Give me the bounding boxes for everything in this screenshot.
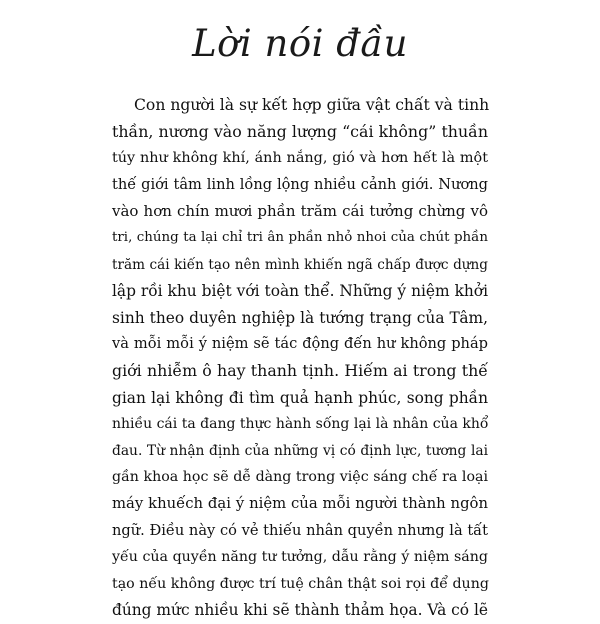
text-line: tạo nếu không được trí tuệ chân thật soi rọi để dụng [112,575,489,592]
text-line: giới nhiễm ô hay thanh tịnh. Hiếm ai trong thế [112,360,488,380]
text-line: trăm cái kiến tạo nên mình khiến ngã chấp được dựng [112,256,488,273]
text-line: sinh theo duyên nghiệp là tướng trạng của Tâm, [112,308,488,327]
text-line: lập rồi khu biệt với toàn thể. Những ý niệm khởi [112,282,488,301]
page-title: Lời nói đầu [192,22,408,65]
text-line: thế giới tâm linh lồng lộng nhiều cảnh giới. Nương [112,175,488,193]
text-line: đau. Từ nhận định của những vị có định lực, tương lai [112,442,488,459]
text-line: gần khoa học sẽ dễ dàng trong việc sáng chế ra loại [112,469,488,486]
text-line: nhiều cái ta đang thực hành sống lại là nhân của khổ [112,416,489,433]
text-line: và mỗi mỗi ý niệm sẽ tác động đến hư không pháp [112,335,488,353]
text-line: máy khuếch đại ý niệm của mỗi người thành ngôn [112,494,488,512]
body-paragraph [112,92,488,624]
text-line: vào hơn chín mươi phần trăm cái tưởng chừng vô [112,202,488,221]
text-line: ngữ. Điều này có vẻ thiếu nhân quyền nhưng là tất [112,521,488,539]
text-line: Con người là sự kết hợp giữa vật chất và tinh [134,96,490,114]
text-line: tri, chúng ta lại chỉ tri ân phần nhỏ nhoi của chút phần [112,229,488,245]
text-line: gian lại không đi tìm quả hạnh phúc, song phần [112,388,488,407]
text-line: yếu của quyền năng tư tưởng, dẫu rằng ý niệm sáng [112,549,488,566]
text-line: túy như không khí, ánh nắng, gió và hơn hết là một [112,150,488,167]
text-line: thần, nương vào năng lượng “cái không” thuần [112,121,488,141]
text-line: đúng mức nhiều khi sẽ thành thảm họa. Và có lẽ [112,601,488,620]
